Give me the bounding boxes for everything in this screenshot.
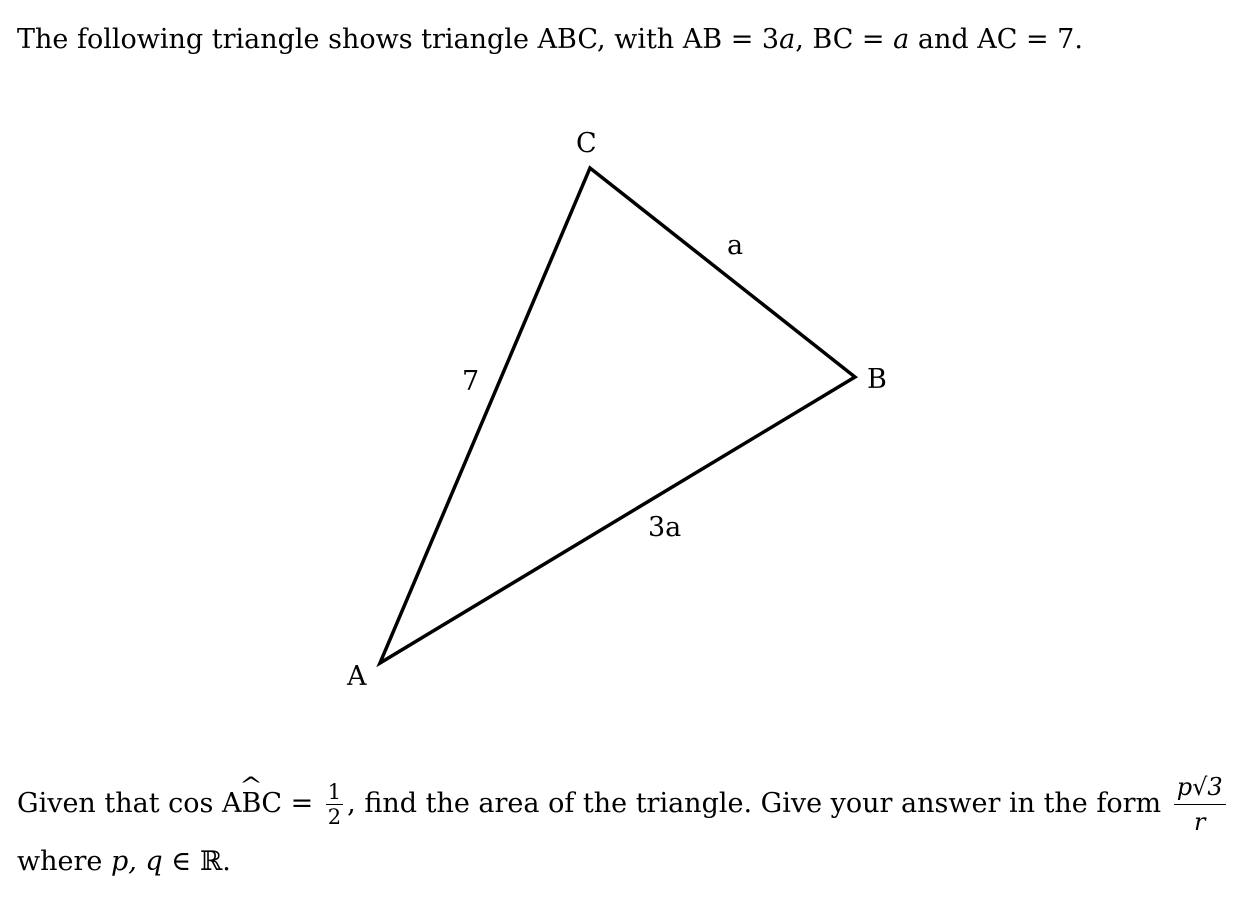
answer-form-numerator: p√3 <box>1174 770 1226 805</box>
triangle-abc <box>380 168 855 663</box>
cosine-fraction-denominator: 2 <box>327 805 342 829</box>
intro-text-part-1: The following triangle shows triangle ABC, with AB = 3 <box>17 24 780 55</box>
question-text-part-1: Given that cos A <box>17 788 242 819</box>
question-sentence <box>17 770 1230 839</box>
where-clause <box>17 846 231 877</box>
cosine-fraction <box>326 780 343 829</box>
cosine-fraction-numerator: 1 <box>327 780 342 804</box>
side-label-bc: a <box>727 230 744 261</box>
where-variables: p, q <box>110 846 163 877</box>
intro-text-part-3: and AC = 7. <box>909 24 1083 55</box>
intro-variable-a: a <box>779 24 796 55</box>
intro-text-part-2: , BC = <box>795 24 894 55</box>
angle-hat-letter: ^ B <box>242 788 262 819</box>
vertex-label-c: C <box>576 128 597 159</box>
side-label-ab: 3a <box>648 512 682 543</box>
intro-variable-a: a <box>893 24 910 55</box>
answer-form-denominator: r <box>1193 808 1206 836</box>
answer-form-fraction <box>1174 770 1226 839</box>
question-text-part-2: C = <box>261 788 322 819</box>
where-text-part-2: ∈ ℝ. <box>162 846 231 877</box>
question-text-part-3: , find the area of the triangle. Give your answer in the form <box>347 788 1170 819</box>
vertex-label-a: A <box>347 661 367 692</box>
side-label-ac: 7 <box>462 366 480 397</box>
vertex-label-b: B <box>867 364 887 395</box>
where-text-part-1: where <box>17 846 111 877</box>
